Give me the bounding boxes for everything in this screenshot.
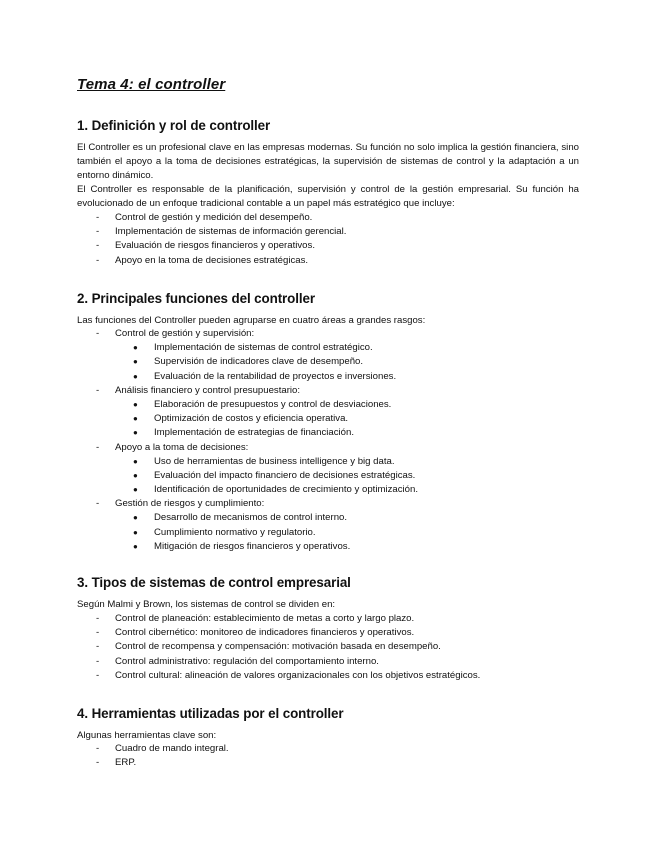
section-2-intro: Las funciones del Controller pueden agruparse en cuatro áreas a grandes rasgos: [77, 315, 426, 326]
section-4-heading: 4. Herramientas utilizadas por el controller [77, 706, 344, 721]
document-title: Tema 4: el controller [77, 76, 226, 93]
section-3-heading: 3. Tipos de sistemas de control empresarial [77, 575, 351, 590]
section-1-paragraph-1: El Controller es un profesional clave en las empresas modernas. Su función no solo implica la gestión financiera, sino también el apoyo a la toma de decisiones estratégicas, la supervisión de sistemas de control y la adaptación a un entorno dinámico. [77, 142, 579, 181]
section-2-heading: 2. Principales funciones del controller [77, 291, 315, 306]
section-1-paragraph-2: El Controller es responsable de la planificación, supervisión y control de la gestión empresarial. Su función ha evolucionado de un enfoque tradicional contable a un papel más estratégico que incluye: [77, 184, 579, 209]
section-3-intro: Según Malmi y Brown, los sistemas de control se dividen en: [77, 599, 336, 610]
section-4-intro: Algunas herramientas clave son: [77, 730, 217, 741]
section-1-heading: 1. Definición y rol de controller [77, 118, 271, 133]
